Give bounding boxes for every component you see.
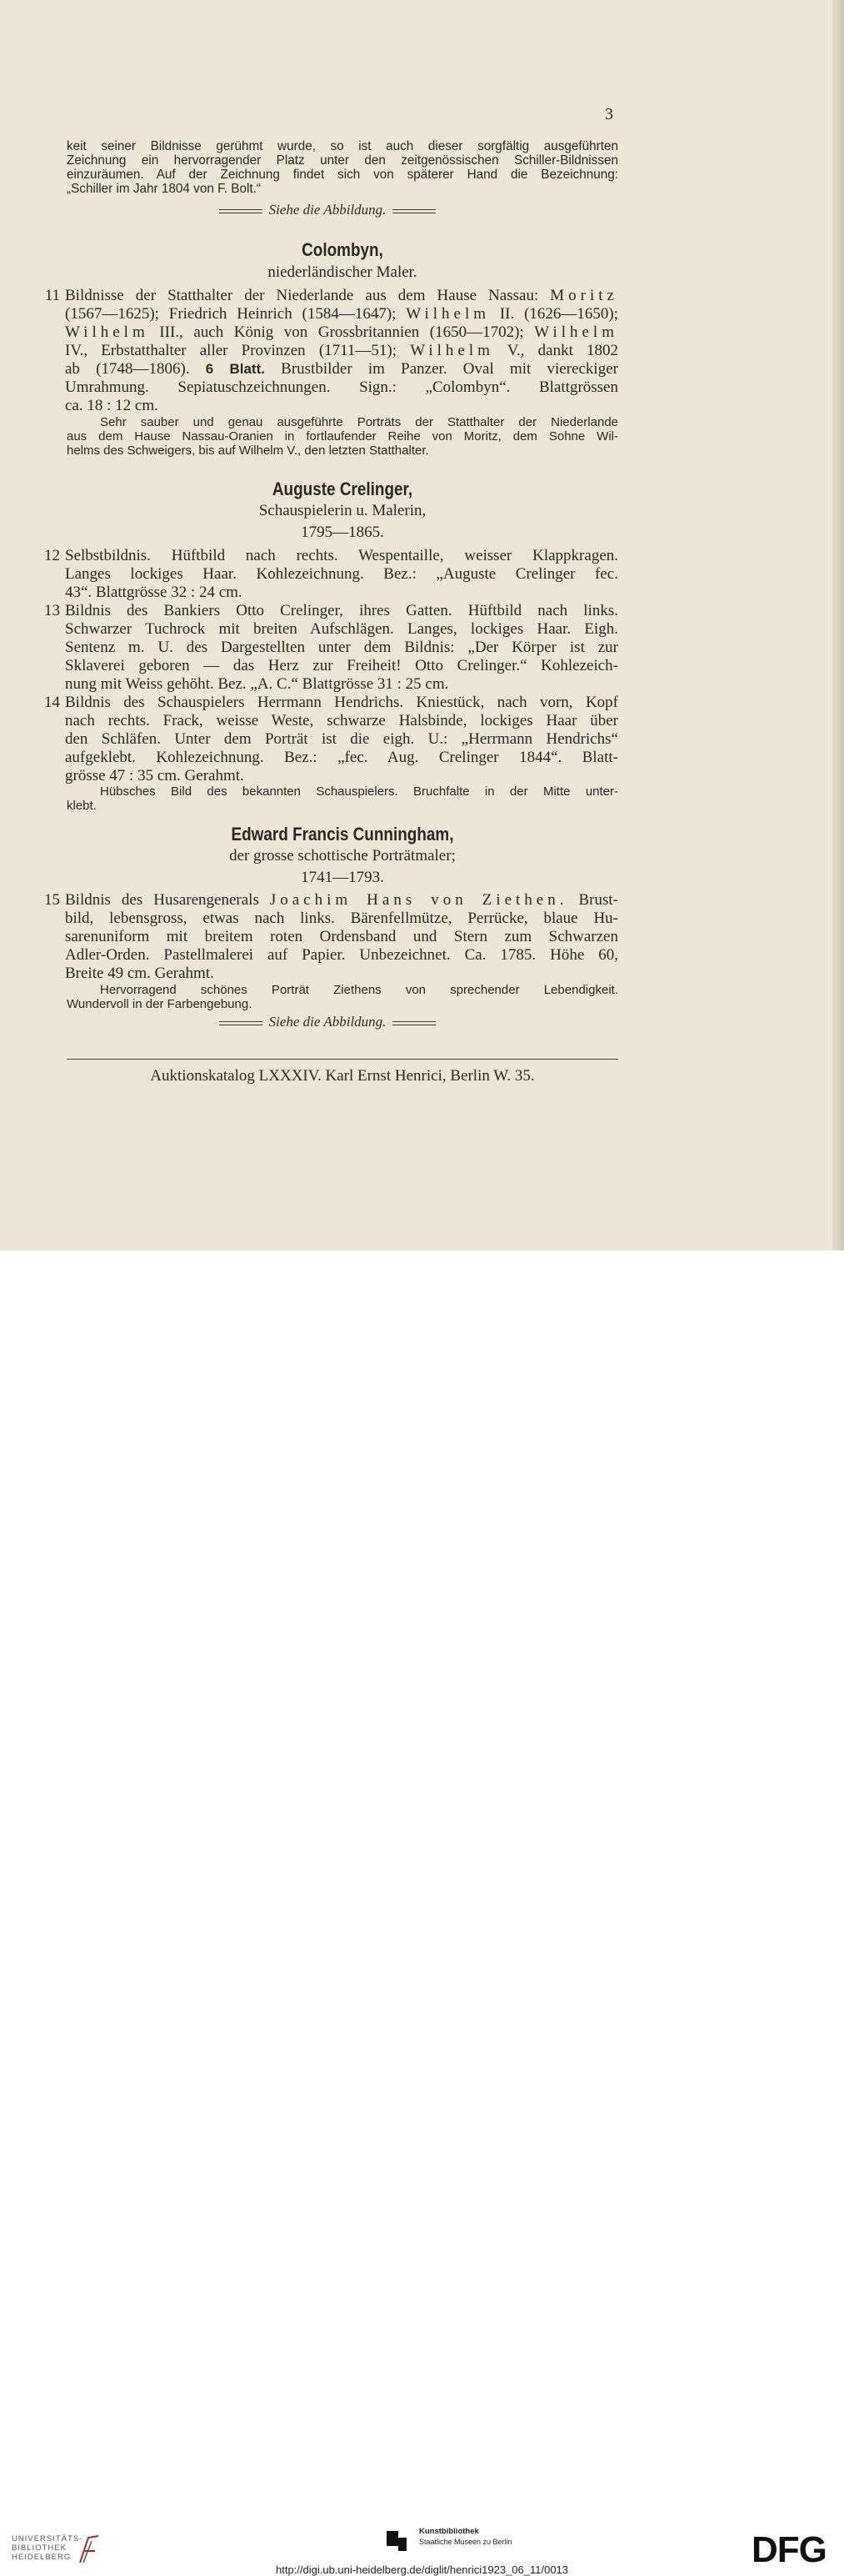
artist-subtitle: Schauspielerin u. Malerin, — [258, 502, 427, 519]
intro-line: Zeichnung ein hervorragender Platz unter den zeitgenössischen Schiller-Bildnissen — [67, 153, 618, 168]
double-rule — [219, 1021, 262, 1025]
entry-note: Sehr sauber und genau ausgeführte Porträts der Statthalter der Niederlande — [100, 415, 618, 429]
entry-line: Wilhelm III., auch König von Grossbritannien (1650—1702); Wilhelm — [65, 323, 618, 341]
artist-heading: Auguste Crelinger, — [272, 479, 413, 499]
entry-line: ca. 18 : 12 cm. — [65, 397, 158, 414]
artist-subtitle: der grosse schottische Porträtmaler; — [229, 847, 456, 865]
kunstbibliothek-label: Kunstbibliothek Staatliche Museen zu Berlin — [419, 2527, 512, 2546]
source-url[interactable]: http://digi.ub.uni-heidelberg.de/diglit/henrici1923_06_11/0013 — [275, 2563, 569, 2576]
double-rule — [219, 209, 262, 213]
entry-note: klebt. — [67, 799, 97, 813]
entry-line: Schwarzer Tuchrock mit breiten Aufschlägen. Langes, lockiges Haar. Eigh. — [65, 620, 618, 638]
artist-dates: 1795—1865. — [301, 524, 384, 541]
entry-line: Bildnis des Husarengenerals Joachim Hans von Ziethen. Brust- — [65, 891, 618, 909]
entry-line: ab (1748—1806). 6 Blatt. Brustbilder im Panzer. Oval mit viereckiger — [65, 360, 618, 378]
entry-note: Hervorragend schönes Porträt Ziethens von sprechender Lebendigkeit. — [100, 983, 618, 997]
double-rule — [392, 209, 436, 213]
artist-heading: Edward Francis Cunningham, — [231, 824, 454, 844]
page-number: 3 — [605, 105, 613, 123]
entry-line: bild, lebensgross, etwas nach links. Bärenfellmütze, Perrücke, blaue Hu- — [65, 910, 618, 927]
entry-note: helms des Schweigers, bis auf Wilhelm V., den letzten Statthalter. — [67, 444, 429, 458]
entry-note: aus dem Hause Nassau-Oranien in fortlaufender Reihe von Moritz, dem Sohne Wil- — [67, 429, 618, 444]
entry-line: grösse 47 : 35 cm. Gerahmt. — [65, 767, 244, 784]
ub-logo-icon — [77, 2533, 102, 2566]
entry-line: 43“. Blattgrösse 32 : 24 cm. — [65, 584, 242, 601]
entry-line: Langes lockiges Haar. Kohlezeichnung. Bez.: „Auguste Crelinger fec. — [65, 565, 618, 583]
entry-line: Umrahmung. Sepiatuschzeichnungen. Sign.: „Colombyn“. Blattgrössen — [65, 378, 618, 396]
dfg-logo: DFG — [752, 2529, 827, 2570]
entry-line: Sentenz m. U. des Dargestellten unter dem Bildnis: „Der Körper ist zur — [65, 639, 618, 656]
entry-note: Hübsches Bild des bekannten Schauspielers. Bruchfalte in der Mitte unter- — [100, 784, 618, 799]
artist-dates: 1741—1793. — [301, 869, 384, 886]
lot-number: 12 — [44, 547, 60, 564]
entry-line: nung mit Weiss gehöht. Bez. „A. C.“ Blattgrösse 31 : 25 cm. — [65, 675, 449, 693]
entry-line: Adler-Orden. Pastellmalerei auf Papier. Unbezeichnet. Ca. 1785. Höhe 60, — [65, 946, 618, 964]
entry-line: IV., Erbstatthalter aller Provinzen (1711—51); Wilhelm V., dankt 1802 — [65, 342, 618, 359]
kunstbibliothek-logo-icon — [385, 2528, 410, 2553]
lot-number: 13 — [44, 602, 60, 619]
catalog-footer: Auktionskatalog LXXXIV. Karl Ernst Henrici, Berlin W. 35. — [150, 1067, 535, 1085]
entry-line: nach rechts. Frack, weisse Weste, schwarze Halsbinde, lockiges Haar über — [65, 712, 618, 729]
viewer-bottom-bar — [0, 1250, 844, 2576]
see-figure-note: Siehe die Abbildung. — [198, 202, 457, 218]
lot-number: 15 — [44, 891, 60, 909]
double-rule — [392, 1021, 436, 1025]
entry-line: den Schläfen. Unter dem Porträt ist die eigh. U.: „Herrmann Hendrichs“ — [65, 730, 618, 748]
footer-rule — [67, 1059, 618, 1060]
entry-line: Bildnis des Bankiers Otto Crelinger, ihres Gatten. Hüftbild nach links. — [65, 602, 618, 619]
entry-line: aufgeklebt. Kohlezeichnung. Bez.: „fec. Aug. Crelinger 1844“. Blatt- — [65, 749, 618, 766]
artist-heading: Colombyn, — [302, 239, 383, 260]
intro-line: keit seiner Bildnisse gerühmt wurde, so ist auch dieser sorgfältig ausgeführten — [67, 139, 618, 153]
entry-line: Selbstbildnis. Hüftbild nach rechts. Wespentaille, weisser Klappkragen. — [65, 547, 618, 564]
entry-line: sarenuniform mit breitem roten Ordensband und Stern zum Schwarzen — [65, 928, 618, 945]
ub-heidelberg-logo-text: UNIVERSITÄTS- BIBLIOTHEK HEIDELBERG — [12, 2534, 83, 2562]
entry-line: (1567—1625); Friedrich Heinrich (1584—1647); Wilhelm II. (1626—1650); — [65, 305, 618, 323]
entry-line: Breite 49 cm. Gerahmt. — [65, 965, 214, 982]
entry-note: Wundervoll in der Farbengebung. — [67, 997, 252, 1011]
entry-line: Sklaverei geboren — das Herz zur Freiheit! Otto Crelinger.“ Kohlezeich- — [65, 657, 618, 674]
catalog-page — [0, 0, 844, 1250]
lot-number: 14 — [44, 694, 60, 711]
artist-subtitle: niederländischer Maler. — [267, 263, 417, 281]
lot-number: 11 — [44, 287, 60, 304]
intro-line: „Schiller im Jahr 1804 von F. Bolt.“ — [67, 182, 261, 196]
intro-line: einzuräumen. Auf der Zeichnung findet sich von späterer Hand die Bezeichnung: — [67, 168, 618, 182]
entry-line: Bildnis des Schauspielers Herrmann Hendrichs. Kniestück, nach vorn, Kopf — [65, 694, 618, 711]
entry-line: Bildnisse der Statthalter der Niederlande aus dem Hause Nassau: Moritz — [65, 287, 618, 304]
see-figure-note: Siehe die Abbildung. — [198, 1014, 457, 1030]
